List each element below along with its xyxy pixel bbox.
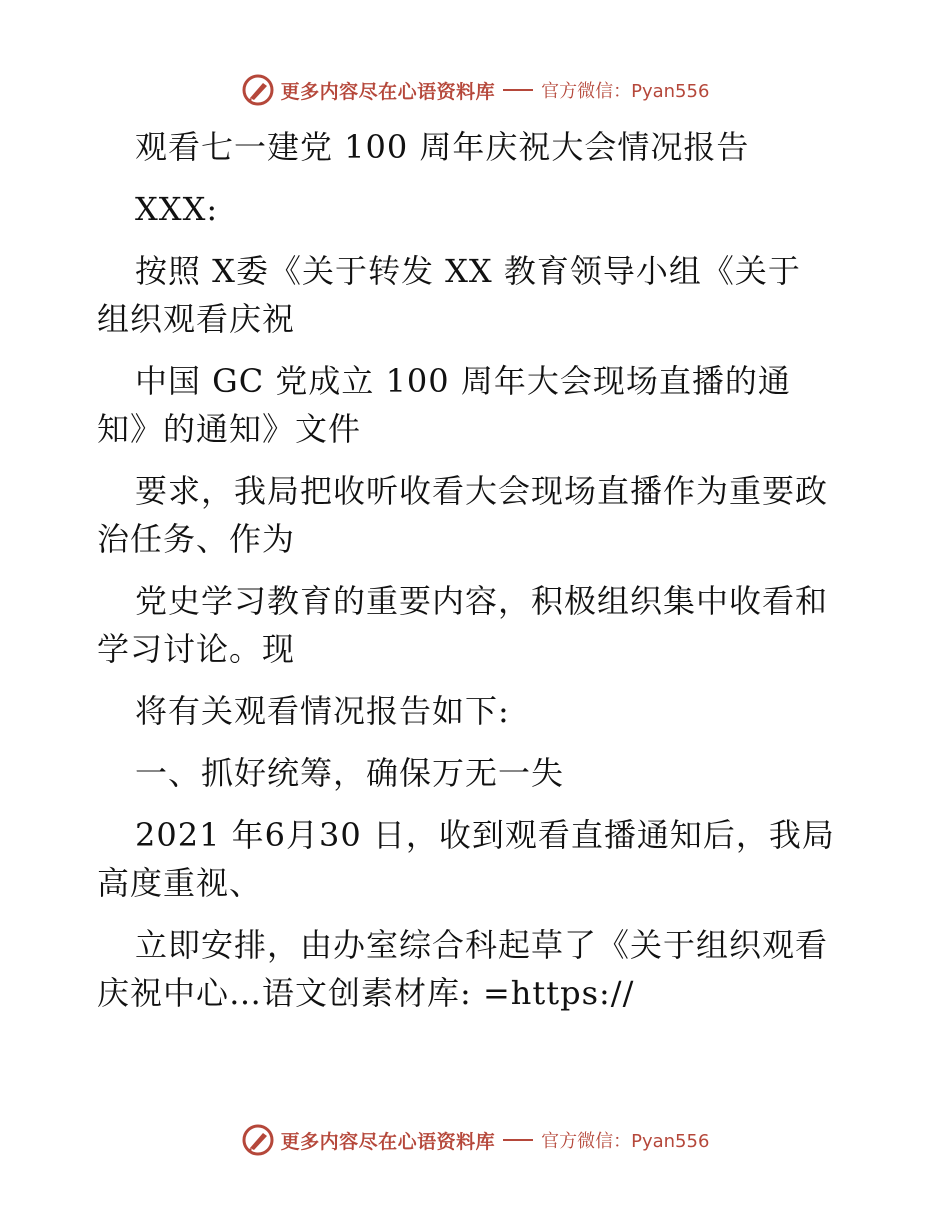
footer-wechat-text: 官方微信：Pyan556	[541, 1131, 710, 1152]
paragraph-line: 中国 GC 党成立 100 周年大会现场直播的通	[135, 362, 791, 400]
section-heading: 一、抓好统筹，确保万无一失	[135, 754, 565, 792]
footer-dash	[503, 1139, 533, 1141]
pen-logo-icon	[241, 73, 275, 107]
paragraph-line: 按照 X委《关于转发 XX 教育领导小组《关于	[135, 252, 801, 290]
paragraph-line: 知》的通知》文件	[97, 410, 362, 448]
paragraph-line: 2021 年6月30 日，收到观看直播通知后，我局	[135, 816, 835, 854]
document-body	[97, 123, 857, 1017]
paragraph-line: 将有关观看情况报告如下:	[135, 692, 510, 730]
paragraph-line: 学习讨论。现	[97, 630, 296, 668]
document-title: 观看七一建党 100 周年庆祝大会情况报告	[135, 128, 750, 166]
header-banner	[0, 70, 950, 110]
paragraph-line: 要求，我局把收听收看大会现场直播作为重要政	[135, 472, 829, 510]
pen-logo-icon	[241, 1123, 275, 1157]
paragraph-line: 组织观看庆祝	[97, 300, 296, 338]
salutation: XXX:	[135, 190, 219, 228]
footer-banner	[0, 1120, 950, 1160]
header-wechat-text: 官方微信：Pyan556	[541, 81, 710, 102]
paragraph-line: 庆祝中心…语文创素材库: =https://	[97, 974, 635, 1012]
header-brand-text: 更多内容尽在心语资料库	[280, 80, 496, 103]
paragraph-line: 立即安排，由办室综合科起草了《关于组织观看	[135, 926, 829, 964]
header-dash	[503, 89, 533, 91]
paragraph-line: 高度重视、	[97, 864, 263, 902]
footer-brand-text: 更多内容尽在心语资料库	[280, 1130, 496, 1153]
paragraph-line: 治任务、作为	[97, 520, 296, 558]
paragraph-line: 党史学习教育的重要内容，积极组织集中收看和	[135, 582, 829, 620]
